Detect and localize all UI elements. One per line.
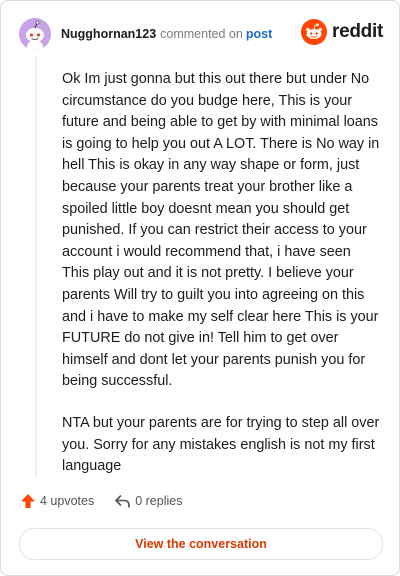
reddit-snoo-icon [301,19,327,45]
reddit-logo[interactable] [301,19,383,45]
replies-count: 0 replies [135,494,183,508]
comment-header [19,17,272,51]
comment-body [62,69,380,498]
snoo-avatar-icon[interactable] [19,18,51,50]
post-link[interactable]: post [245,27,273,41]
upvotes-count: 4 upvotes [40,494,95,508]
comment-meta [61,27,272,41]
upvote-button[interactable] [20,493,94,509]
comment-paragraph: NTA but your parents are for trying to step all over you. Sorry for any mistakes english is not my first language [62,414,380,475]
upvote-arrow-icon [20,493,36,509]
commented-on-text: commented on [160,27,243,41]
view-conversation-button[interactable]: View the conversation [19,528,383,560]
reddit-wordmark: reddit [332,21,383,42]
reply-arrow-icon [114,493,131,509]
reply-button[interactable] [114,493,182,509]
thread-line[interactable] [35,57,37,477]
username-link[interactable]: Nugghornan123 [61,27,157,41]
comment-paragraph: Ok Im just gonna but this out there but under No circumstance do you budge here, This is your future and being able to get by with minimal loans is going to help you out A LOT. There is No way in hell This is okay in any way shape or form, just because your parents treat your brother like a spoiled little boy doesnt mean you should get punished. If you can restrict their access to your account i would recommend that, i have seen This play out and it is not pretty. I believe your parents Will try to guilt you into agreeing on this and i have to make my self clear here This is your FUTURE do not give in! Tell him to get over himself and dont let your parents punish you for being successful. [62,71,380,390]
comment-actions [20,493,182,509]
